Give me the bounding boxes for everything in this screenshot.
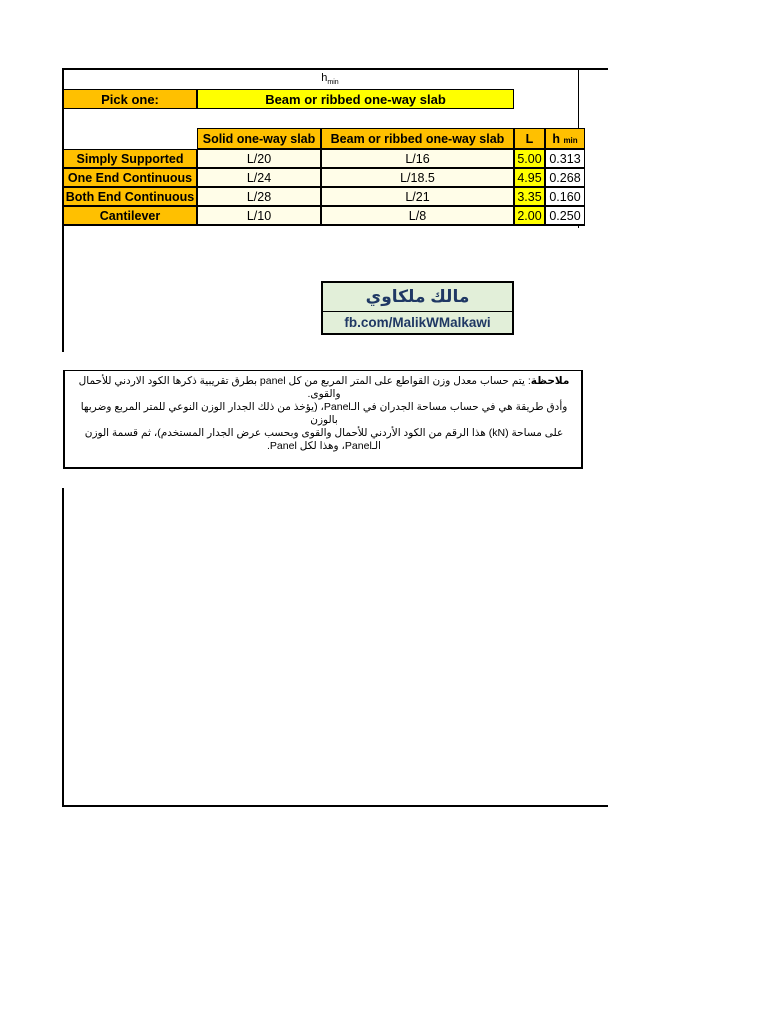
bottom-frame-left-border — [62, 488, 64, 807]
header-h-sub: min — [563, 136, 578, 145]
note-line-4: الـPanel، وهذا لكل Panel. — [267, 440, 381, 452]
note-lead: ملاحظة — [530, 375, 570, 387]
cell-beam[interactable]: L/8 — [321, 206, 514, 225]
cell-beam[interactable]: L/16 — [321, 149, 514, 168]
cell-hmin[interactable]: 0.160 — [545, 187, 585, 206]
cell-hmin[interactable]: 0.313 — [545, 149, 585, 168]
row-label-simply-supported: Simply Supported — [63, 149, 197, 168]
pick-one-label: Pick one: — [63, 89, 197, 109]
bottom-frame — [62, 488, 608, 807]
note-box — [63, 370, 583, 469]
table-bottom-border — [63, 225, 585, 226]
header-beam-slab: Beam or ribbed one-way slab — [321, 128, 514, 149]
row-label-cantilever: Cantilever — [63, 206, 197, 225]
cell-solid[interactable]: L/20 — [197, 149, 321, 168]
cell-hmin[interactable]: 0.250 — [545, 206, 585, 225]
title-sub: min — [327, 79, 339, 87]
cell-beam[interactable]: L/21 — [321, 187, 514, 206]
cell-L[interactable]: 5.00 — [514, 149, 545, 168]
author-credit-box — [321, 281, 514, 335]
cell-L[interactable]: 4.95 — [514, 168, 545, 187]
note-text — [71, 375, 577, 453]
row-label-both-end-continuous: Both End Continuous — [63, 187, 197, 206]
author-name: مالك ملكاوي — [323, 283, 512, 312]
header-h-main: h — [552, 132, 560, 146]
note-line-1 — [71, 375, 577, 401]
row-label-one-end-continuous: One End Continuous — [63, 168, 197, 187]
cell-solid[interactable]: L/24 — [197, 168, 321, 187]
header-solid-slab: Solid one-way slab — [197, 128, 321, 149]
header-L: L — [514, 128, 545, 149]
title-main: h — [321, 72, 328, 84]
cell-L[interactable]: 2.00 — [514, 206, 545, 225]
bottom-frame-bottom-border — [62, 805, 608, 807]
cell-solid[interactable]: L/10 — [197, 206, 321, 225]
frame-border-top — [62, 68, 608, 70]
cell-hmin[interactable]: 0.268 — [545, 168, 585, 187]
note-line-2: وأدق طريقة هي في حساب مساحة الجدران في الـPanel، (يؤخذ من ذلك الجدار الوزن النوعي للمتر المربع وضربها بالوزن — [80, 401, 568, 426]
sheet-title — [300, 72, 360, 86]
author-facebook-link[interactable]: fb.com/MalikWMalkawi — [323, 312, 512, 333]
note-line-3: على مساحة (kN) هذا الرقم من الكود الأردني للأحمال والقوى وبحسب عرض الجدار المستخدم)، ثم قسمة الوزن — [84, 427, 564, 439]
note-line-1-text: : يتم حساب معدل وزن القواطع على المتر المربع من كل panel بطرق تقريبية ذكرها الكود الاردني للأحمال والقوى. — [78, 375, 531, 400]
slab-type-select[interactable]: Beam or ribbed one-way slab — [197, 89, 514, 109]
cell-solid[interactable]: L/28 — [197, 187, 321, 206]
cell-beam[interactable]: L/18.5 — [321, 168, 514, 187]
header-hmin — [545, 128, 585, 149]
cell-L[interactable]: 3.35 — [514, 187, 545, 206]
